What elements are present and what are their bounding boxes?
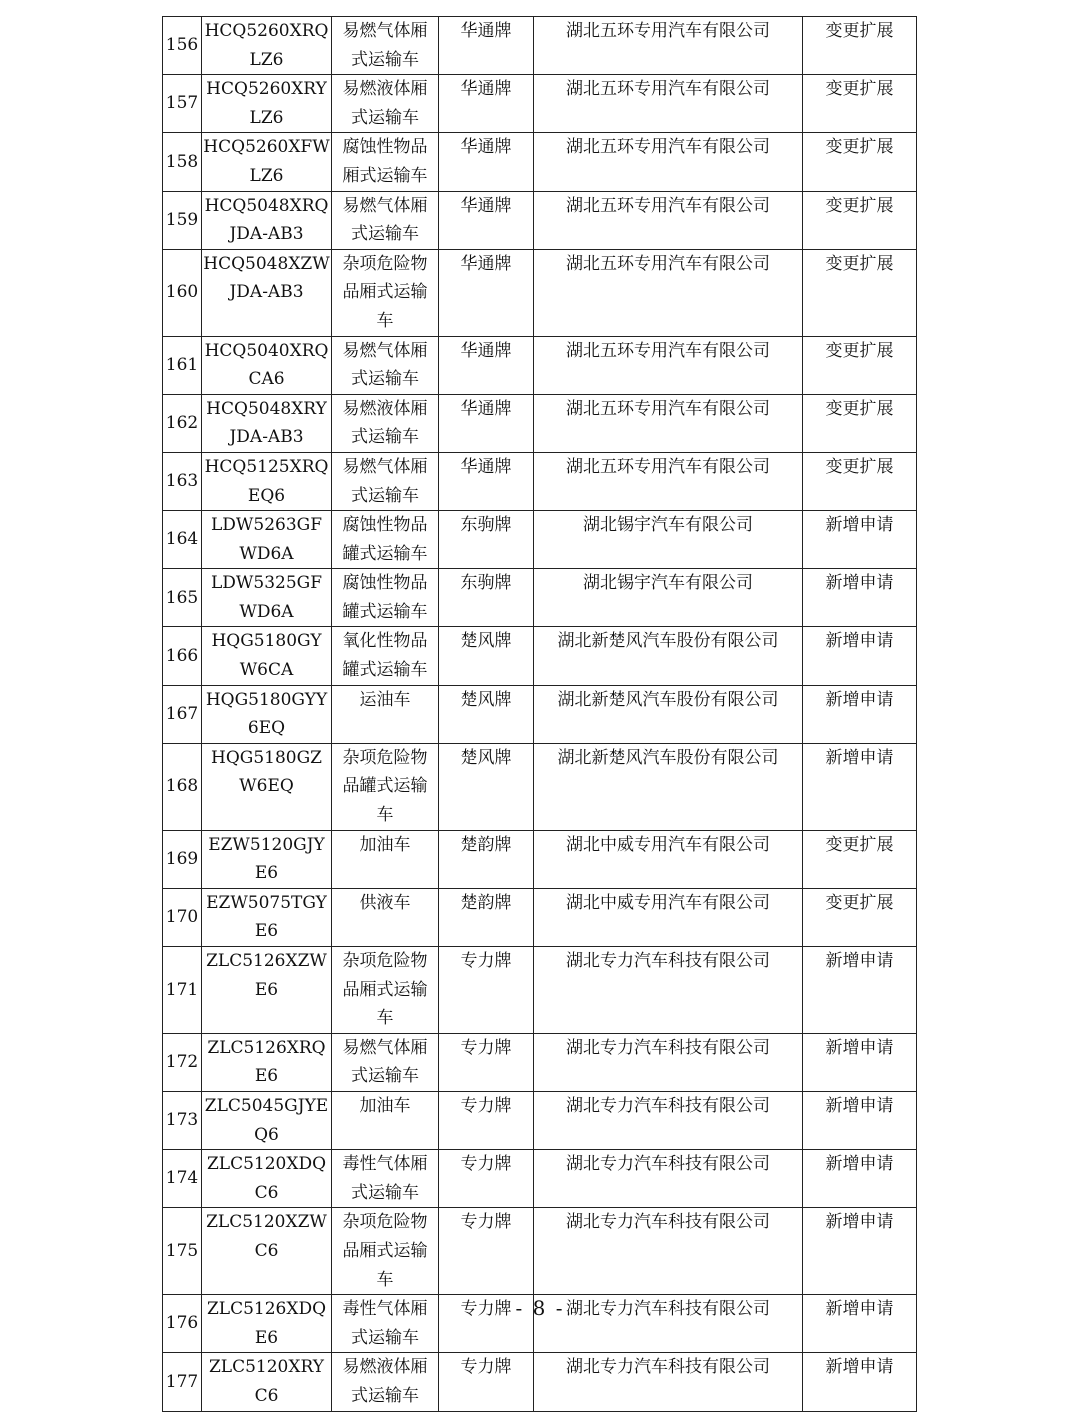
- brand-cell: 专力牌: [439, 1150, 534, 1208]
- vehicle-type-cell: 供液车: [332, 888, 439, 946]
- manufacturer-cell: 湖北新楚风汽车股份有限公司: [534, 627, 803, 685]
- vehicle-type-cell: 杂项危险物品厢式运输车: [332, 249, 439, 336]
- vehicle-type-cell: 加油车: [332, 1091, 439, 1149]
- brand-cell: 楚风牌: [439, 743, 534, 830]
- vehicle-type-cell: 易燃气体厢式运输车: [332, 17, 439, 75]
- vehicle-type-cell: 易燃液体厢式运输车: [332, 75, 439, 133]
- model-cell: HQG5180GYW6CA: [202, 627, 332, 685]
- brand-cell: 专力牌: [439, 1208, 534, 1295]
- table-row: [163, 1353, 917, 1411]
- table-row: [163, 569, 917, 627]
- model-cell: HCQ5260XRYLZ6: [202, 75, 332, 133]
- brand-cell: 楚风牌: [439, 627, 534, 685]
- model-cell: HQG5180GZW6EQ: [202, 743, 332, 830]
- brand-cell: 华通牌: [439, 191, 534, 249]
- table-row: [163, 947, 917, 1034]
- model-cell: ZLC5126XZWE6: [202, 947, 332, 1034]
- manufacturer-cell: 湖北专力汽车科技有限公司: [534, 1091, 803, 1149]
- brand-cell: 华通牌: [439, 394, 534, 452]
- model-cell: ZLC5120XDQC6: [202, 1150, 332, 1208]
- manufacturer-cell: 湖北锡宇汽车有限公司: [534, 569, 803, 627]
- brand-cell: 专力牌: [439, 1091, 534, 1149]
- model-cell: HCQ5125XRQEQ6: [202, 452, 332, 510]
- brand-cell: 华通牌: [439, 336, 534, 394]
- vehicle-type-cell: 加油车: [332, 830, 439, 888]
- table-row: [163, 336, 917, 394]
- manufacturer-cell: 湖北五环专用汽车有限公司: [534, 452, 803, 510]
- vehicle-type-cell: 氧化性物品罐式运输车: [332, 627, 439, 685]
- category-cell: 新增申请: [803, 511, 917, 569]
- model-cell: LDW5263GFWD6A: [202, 511, 332, 569]
- table-row: [163, 1150, 917, 1208]
- row-number-cell: 174: [163, 1150, 202, 1208]
- table-row: [163, 1033, 917, 1091]
- row-number-cell: 164: [163, 511, 202, 569]
- row-number-cell: 177: [163, 1353, 202, 1411]
- model-cell: EZW5120GJYE6: [202, 830, 332, 888]
- manufacturer-cell: 湖北五环专用汽车有限公司: [534, 133, 803, 191]
- vehicle-type-cell: 腐蚀性物品厢式运输车: [332, 133, 439, 191]
- brand-cell: 楚风牌: [439, 685, 534, 743]
- row-number-cell: 163: [163, 452, 202, 510]
- model-cell: HCQ5048XZWJDA-AB3: [202, 249, 332, 336]
- brand-cell: 专力牌: [439, 1033, 534, 1091]
- table-row: [163, 888, 917, 946]
- brand-cell: 东驹牌: [439, 569, 534, 627]
- brand-cell: 东驹牌: [439, 511, 534, 569]
- brand-cell: 华通牌: [439, 133, 534, 191]
- vehicle-type-cell: 运油车: [332, 685, 439, 743]
- model-cell: LDW5325GFWD6A: [202, 569, 332, 627]
- vehicle-type-cell: 易燃气体厢式运输车: [332, 191, 439, 249]
- row-number-cell: 156: [163, 17, 202, 75]
- brand-cell: 华通牌: [439, 452, 534, 510]
- category-cell: 新增申请: [803, 1353, 917, 1411]
- vehicle-table: [162, 16, 917, 1412]
- category-cell: 新增申请: [803, 1091, 917, 1149]
- manufacturer-cell: 湖北五环专用汽车有限公司: [534, 336, 803, 394]
- table-row: [163, 511, 917, 569]
- vehicle-type-cell: 易燃液体厢式运输车: [332, 394, 439, 452]
- table-row: [163, 627, 917, 685]
- table-row: [163, 1208, 917, 1295]
- model-cell: ZLC5120XRYC6: [202, 1353, 332, 1411]
- manufacturer-cell: 湖北五环专用汽车有限公司: [534, 191, 803, 249]
- row-number-cell: 175: [163, 1208, 202, 1295]
- category-cell: 新增申请: [803, 743, 917, 830]
- table-row: [163, 743, 917, 830]
- manufacturer-cell: 湖北专力汽车科技有限公司: [534, 947, 803, 1034]
- row-number-cell: 162: [163, 394, 202, 452]
- category-cell: 变更扩展: [803, 336, 917, 394]
- category-cell: 变更扩展: [803, 17, 917, 75]
- row-number-cell: 159: [163, 191, 202, 249]
- vehicle-type-cell: 杂项危险物品厢式运输车: [332, 1208, 439, 1295]
- vehicle-type-cell: 腐蚀性物品罐式运输车: [332, 511, 439, 569]
- model-cell: ZLC5126XDQE6: [202, 1295, 332, 1353]
- brand-cell: 专力牌: [439, 947, 534, 1034]
- manufacturer-cell: 湖北锡宇汽车有限公司: [534, 511, 803, 569]
- table-row: [163, 394, 917, 452]
- model-cell: HQG5180GYY6EQ: [202, 685, 332, 743]
- brand-cell: 华通牌: [439, 17, 534, 75]
- vehicle-type-cell: 毒性气体厢式运输车: [332, 1295, 439, 1353]
- manufacturer-cell: 湖北新楚风汽车股份有限公司: [534, 685, 803, 743]
- row-number-cell: 166: [163, 627, 202, 685]
- manufacturer-cell: 湖北中威专用汽车有限公司: [534, 830, 803, 888]
- row-number-cell: 157: [163, 75, 202, 133]
- category-cell: 变更扩展: [803, 830, 917, 888]
- vehicle-type-cell: 杂项危险物品厢式运输车: [332, 947, 439, 1034]
- model-cell: HCQ5260XFWLZ6: [202, 133, 332, 191]
- table-row: [163, 452, 917, 510]
- row-number-cell: 168: [163, 743, 202, 830]
- category-cell: 新增申请: [803, 947, 917, 1034]
- row-number-cell: 161: [163, 336, 202, 394]
- model-cell: ZLC5120XZWC6: [202, 1208, 332, 1295]
- brand-cell: 专力牌: [439, 1295, 534, 1353]
- model-cell: HCQ5260XRQLZ6: [202, 17, 332, 75]
- category-cell: 新增申请: [803, 1150, 917, 1208]
- category-cell: 新增申请: [803, 685, 917, 743]
- brand-cell: 华通牌: [439, 249, 534, 336]
- category-cell: 变更扩展: [803, 75, 917, 133]
- vehicle-type-cell: 易燃气体厢式运输车: [332, 452, 439, 510]
- brand-cell: 楚韵牌: [439, 830, 534, 888]
- table-row: [163, 1091, 917, 1149]
- manufacturer-cell: 湖北专力汽车科技有限公司: [534, 1353, 803, 1411]
- table-row: [163, 191, 917, 249]
- brand-cell: 华通牌: [439, 75, 534, 133]
- row-number-cell: 169: [163, 830, 202, 888]
- row-number-cell: 165: [163, 569, 202, 627]
- row-number-cell: 170: [163, 888, 202, 946]
- category-cell: 变更扩展: [803, 394, 917, 452]
- brand-cell: 专力牌: [439, 1353, 534, 1411]
- vehicle-type-cell: 毒性气体厢式运输车: [332, 1150, 439, 1208]
- model-cell: ZLC5126XRQE6: [202, 1033, 332, 1091]
- category-cell: 新增申请: [803, 1033, 917, 1091]
- model-cell: HCQ5048XRQJDA-AB3: [202, 191, 332, 249]
- manufacturer-cell: 湖北新楚风汽车股份有限公司: [534, 743, 803, 830]
- manufacturer-cell: 湖北专力汽车科技有限公司: [534, 1033, 803, 1091]
- category-cell: 变更扩展: [803, 249, 917, 336]
- manufacturer-cell: 湖北专力汽车科技有限公司: [534, 1150, 803, 1208]
- vehicle-type-cell: 腐蚀性物品罐式运输车: [332, 569, 439, 627]
- page-number: - 8 -: [515, 1296, 565, 1320]
- manufacturer-cell: 湖北五环专用汽车有限公司: [534, 249, 803, 336]
- category-cell: 变更扩展: [803, 133, 917, 191]
- category-cell: 新增申请: [803, 627, 917, 685]
- category-cell: 新增申请: [803, 569, 917, 627]
- category-cell: 新增申请: [803, 1295, 917, 1353]
- vehicle-type-cell: 易燃气体厢式运输车: [332, 1033, 439, 1091]
- row-number-cell: 160: [163, 249, 202, 336]
- manufacturer-cell: 湖北专力汽车科技有限公司: [534, 1208, 803, 1295]
- row-number-cell: 158: [163, 133, 202, 191]
- category-cell: 变更扩展: [803, 888, 917, 946]
- manufacturer-cell: 湖北中威专用汽车有限公司: [534, 888, 803, 946]
- model-cell: HCQ5048XRYJDA-AB3: [202, 394, 332, 452]
- table-row: [163, 830, 917, 888]
- category-cell: 变更扩展: [803, 452, 917, 510]
- vehicle-type-cell: 易燃液体厢式运输车: [332, 1353, 439, 1411]
- row-number-cell: 173: [163, 1091, 202, 1149]
- model-cell: HCQ5040XRQCA6: [202, 336, 332, 394]
- vehicle-type-cell: 杂项危险物品罐式运输车: [332, 743, 439, 830]
- model-cell: ZLC5045GJYEQ6: [202, 1091, 332, 1149]
- vehicle-type-cell: 易燃气体厢式运输车: [332, 336, 439, 394]
- table-row: [163, 249, 917, 336]
- category-cell: 变更扩展: [803, 191, 917, 249]
- table-row: [163, 17, 917, 75]
- row-number-cell: 176: [163, 1295, 202, 1353]
- manufacturer-cell: 湖北五环专用汽车有限公司: [534, 17, 803, 75]
- table-body: [163, 17, 917, 1412]
- category-cell: 新增申请: [803, 1208, 917, 1295]
- manufacturer-cell: 湖北五环专用汽车有限公司: [534, 394, 803, 452]
- table-row: [163, 685, 917, 743]
- brand-cell: 楚韵牌: [439, 888, 534, 946]
- manufacturer-cell: 湖北专力汽车科技有限公司: [534, 1295, 803, 1353]
- table-row: [163, 133, 917, 191]
- table-row: [163, 75, 917, 133]
- model-cell: EZW5075TGYE6: [202, 888, 332, 946]
- row-number-cell: 172: [163, 1033, 202, 1091]
- manufacturer-cell: 湖北五环专用汽车有限公司: [534, 75, 803, 133]
- row-number-cell: 167: [163, 685, 202, 743]
- row-number-cell: 171: [163, 947, 202, 1034]
